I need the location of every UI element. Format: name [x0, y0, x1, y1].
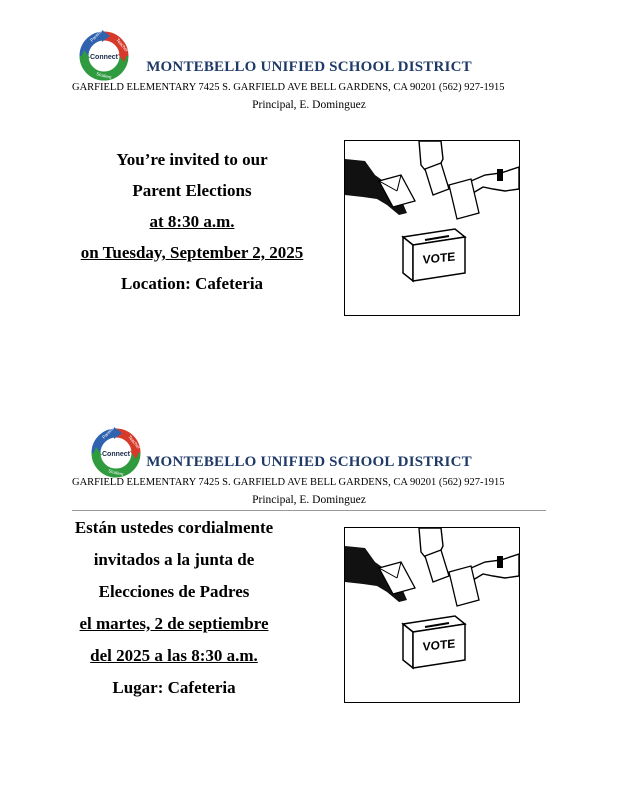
- logo-word-teacher: Teacher: [115, 37, 130, 53]
- invite-line: invitados a la junta de: [93, 550, 255, 569]
- voting-illustration: [344, 140, 520, 316]
- logo: [72, 28, 138, 88]
- invite-line: Elecciones de Padres: [98, 582, 250, 601]
- vote-label: VOTE: [422, 636, 456, 654]
- principal-name: Principal, E. Dominguez: [252, 494, 366, 506]
- logo-word-parent: Parent: [101, 426, 115, 440]
- logo-word-parent: Parent: [89, 29, 103, 43]
- invitation-spanish: [56, 512, 292, 704]
- invite-location: Lugar: Cafeteria: [112, 678, 236, 697]
- logo-word-student: Student: [107, 468, 125, 477]
- logo-word-student: Student: [95, 71, 113, 80]
- invite-date: on Tuesday, September 2, 2025: [80, 243, 304, 262]
- invite-location: Location: Cafeteria: [120, 274, 264, 293]
- district-name: MONTEBELLO UNIFIED SCHOOL DISTRICT: [146, 454, 472, 470]
- school-address: GARFIELD ELEMENTARY 7425 S. GARFIELD AVE BELL GARDENS, CA 90201 (562) 927-1915: [72, 82, 505, 93]
- invitation-english: [62, 144, 322, 299]
- invite-line: Están ustedes cordialmente: [74, 518, 274, 537]
- principal-name: Principal, E. Dominguez: [252, 99, 366, 111]
- voting-illustration: [344, 527, 520, 703]
- logo-word-teacher: Teacher: [127, 434, 142, 450]
- logo-center-text: Connect: [90, 54, 118, 61]
- district-name: MONTEBELLO UNIFIED SCHOOL DISTRICT: [146, 59, 472, 75]
- invite-time: at 8:30 a.m.: [149, 212, 235, 231]
- vote-label: VOTE: [422, 249, 456, 267]
- invite-line: Parent Elections: [132, 181, 252, 200]
- invite-time: del 2025 a las 8:30 a.m.: [90, 646, 258, 665]
- invite-line: You’re invited to our: [116, 150, 268, 169]
- invite-date: el martes, 2 de septiembre: [79, 614, 269, 633]
- school-address: GARFIELD ELEMENTARY 7425 S. GARFIELD AVE BELL GARDENS, CA 90201 (562) 927-1915: [72, 477, 505, 488]
- logo-center-text: Connect: [102, 451, 130, 458]
- divider: [72, 510, 546, 511]
